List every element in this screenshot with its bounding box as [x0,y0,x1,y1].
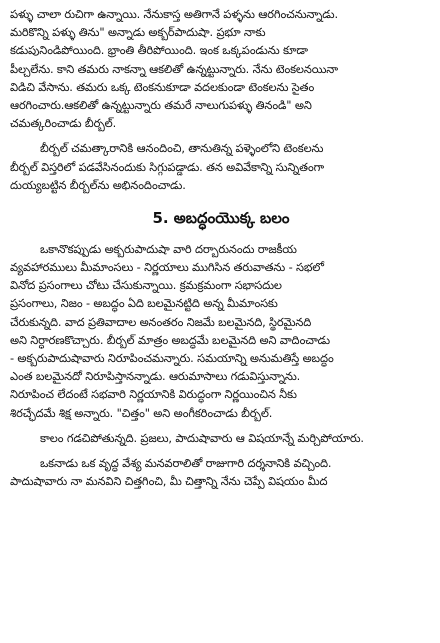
paragraph-3 [10,240,432,422]
text-line: కాలం గడచిపోతున్నది. ప్రజలు, పాదుషావారు ఆ విషయాన్నే మర్చిపోయారు. [40,430,364,445]
text-line: విడిచి వేసాను. తమరు ఒక్క టెంకనుకూడా వదలకుండా టెంకలను సైతం [10,79,315,94]
text-line: పళ్ళు చాలా రుచిగా ఉన్నాయి. నేనుకాస్త అతిగానే పళ్ళను ఆరగించనున్నాడు. [10,7,338,21]
text-line: ఒకానొకప్పుడు అక్బరుపాదుషా వారి దర్బారునందు రాజకీయ [40,241,297,256]
text-line: నిరూపించ లేదంటే సభవారి నిర్ణయానికి విరుద్ధంగా నిర్ణయించిన నీకు [10,387,297,402]
paragraph-5 [10,454,432,490]
text-line: కడుపునిండిపోయింది. భ్రాంతి తీరిపోయింది. ఇంక ఒక్కపండును కూడా [10,43,308,58]
section-heading-wrap [10,206,432,230]
text-line: ఎంత బలమైనదో నిరూపిస్తానన్నాడు. ఆరుమాసాలు గడువిస్తున్నాను. [10,369,301,384]
text-line: వ్యవహారములు మీమాంసలు - నిర్ణయాలు ముగిసిన తరువాతను - సభలో [10,260,324,275]
text-line: ఆరగించారు.ఆకలితో ఉన్నట్టున్నారు తమరే నాలుగుపళ్ళు తినండి" అని [10,97,312,112]
text-line: ఒకనాడు ఒక వృద్ధ వేశ్య మనవరాలితో రాజుగారి దర్శనానికి వచ్చింది. [40,455,332,470]
text-line: చేరుకున్నది. వాద ప్రతివాదాల అనంతరం నిజమే బలమైనది, స్థిరమైనది [10,314,312,329]
text-line: ప్రసంగాలు, నిజం - అబద్ధం ఏది బలమైనట్టిది అన్న మీమాంసకు [10,296,278,311]
text-line: పాదుషావారు నా మనవిని చిత్తగించి, మీ చిత్తాన్ని నేను చెప్పే విషయం మీద [10,474,328,489]
paragraph-2 [10,139,432,194]
text-line: చమత్కరించాడు బీర్బల్. [10,116,117,131]
text-line: - అక్బరుపాదుషావారు నిరూపించమన్నారు. సమయాన్ని అనుమతిస్తే అబద్ధం [10,351,334,365]
text-line: శిరచ్ఛేదమే శిక్ష అన్నారు. "చిత్తం" అని అంగీకరించాడు బీర్బల్. [10,405,273,420]
paragraph-4 [10,429,432,447]
text-line: మరికొన్ని పళ్ళు తిను" అన్నాడు అక్బర్‌పాదుషా. ప్రభూ నాకు [10,25,266,40]
text-line: బీర్బల్ విస్తరిలో పడవేసినందుకు సిగ్గుపడ్డాడు. తన అవివేకాన్ని సున్నితంగా [10,159,324,174]
text-line: పీల్చలేను. కాని తమరు నాకన్నా ఆకలితో ఉన్నట్టున్నారు. నేను టెంకలనయినా [10,61,338,76]
text-line: వినోద ప్రసంగాలు చోటు చేసుకున్నాయి. క్రమక్రమంగా సభాసదుల [10,278,282,293]
text-line: బీర్బల్ చమత్కారానికి ఆనందించి, తానుతిన్న పళ్ళెంలోని టెంకలను [40,141,324,156]
text-line: అని నిర్ధారణకొచ్చారు. బీర్బల్ మాత్రం అబద్ధమే బలమైనది అని వాదించాడు [10,332,330,347]
section-heading: 5. అబద్ధంయొక్క బలం [152,208,290,227]
paragraph-1 [10,5,432,132]
text-line: దుయ్యబట్టిన బీర్బల్‌ను అభినందించాడు. [10,177,186,192]
